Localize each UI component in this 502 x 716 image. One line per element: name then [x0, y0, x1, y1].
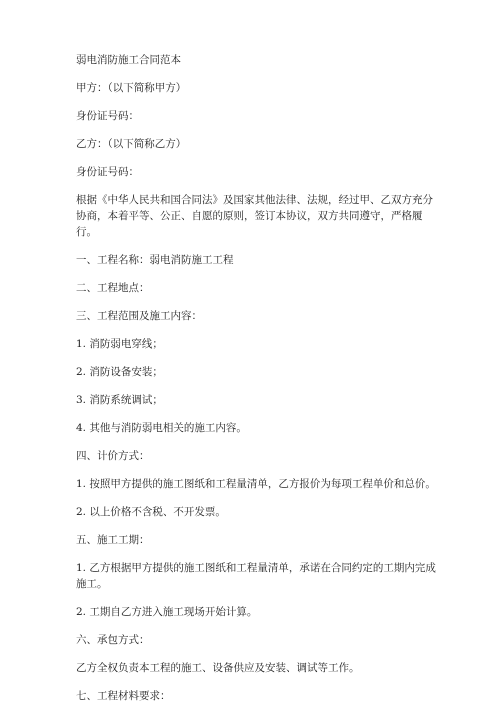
document-body — [76, 52, 438, 716]
party-a-id-line: 身份证号码： — [76, 110, 139, 122]
section-1-heading: 一、工程名称：弱电消防施工工程 — [76, 254, 234, 266]
preamble-paragraph: 根据《中华人民共和国合同法》及国家其他法律、法规，经过甲、乙双方充分协商，本着平等、公正、自愿的原则，签订本协议，双方共同遵守，严格履行。 — [76, 194, 433, 238]
section-3-item-2: 2. 消防设备安装； — [76, 366, 163, 378]
section-6-text: 乙方全权负责本工程的施工、设备供应及安装、调试等工作。 — [76, 662, 360, 674]
section-5-item-1: 1. 乙方根据甲方提供的施工图纸和工程量清单，承诺在合同约定的工期内完成施工。 — [76, 562, 436, 590]
document-title: 弱电消防施工合同范本 — [76, 54, 181, 66]
section-3-item-3: 3. 消防系统调试； — [76, 394, 163, 406]
party-b-line: 乙方：（以下简称乙方） — [76, 138, 187, 150]
section-5-heading: 五、施工工期： — [76, 534, 150, 546]
section-6-heading: 六、承包方式： — [76, 634, 150, 646]
section-4-item-2: 2. 以上价格不含税、不开发票。 — [76, 506, 226, 518]
section-7-heading: 七、工程材料要求： — [76, 690, 171, 702]
section-3-item-4: 4. 其他与消防弱电相关的施工内容。 — [76, 422, 247, 434]
section-3-heading: 三、工程范围及施工内容： — [76, 310, 202, 322]
section-2-heading: 二、工程地点： — [76, 282, 150, 294]
section-3-item-1: 1. 消防弱电穿线； — [76, 338, 163, 350]
section-4-heading: 四、计价方式： — [76, 450, 150, 462]
party-b-id-line: 身份证号码： — [76, 166, 139, 178]
section-5-item-2: 2. 工期自乙方进入施工现场开始计算。 — [76, 606, 258, 618]
section-4-item-1: 1. 按照甲方提供的施工图纸和工程量清单，乙方报价为每项工程单价和总价。 — [76, 478, 436, 490]
party-a-line: 甲方：（以下简称甲方） — [76, 82, 187, 94]
